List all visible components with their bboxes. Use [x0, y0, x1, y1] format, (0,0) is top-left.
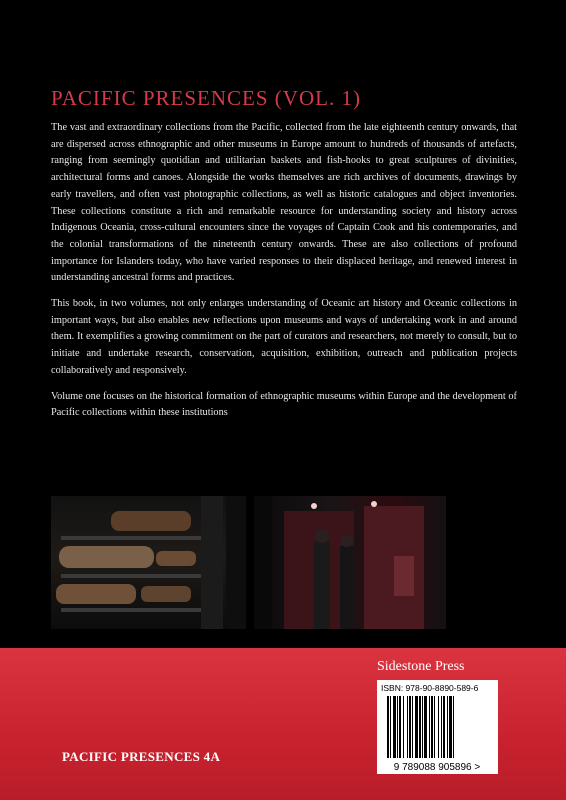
barcode-bar — [434, 696, 435, 758]
barcode-bar — [390, 696, 391, 758]
barcode-bar — [429, 696, 430, 758]
barcode-bar — [424, 696, 427, 758]
barcode-bar — [393, 696, 396, 758]
barcode-bar — [441, 696, 442, 758]
barcode-bar — [412, 696, 413, 758]
barcode-bar — [447, 696, 448, 758]
isbn-text: ISBN: 978-90-8890-589-6 — [381, 683, 479, 693]
publisher-name: Sidestone Press — [377, 659, 465, 674]
barcode-bar — [422, 696, 423, 758]
barcode-bar — [397, 696, 398, 758]
barcode-bar — [449, 696, 452, 758]
barcode-bar — [419, 696, 421, 758]
blurb — [51, 120, 517, 431]
blurb-paragraph-3: Volume one focuses on the historical formation of ethnographic museums within Europe and the development of Pacific collections within these institutions — [51, 390, 517, 419]
barcode-bar — [415, 696, 418, 758]
museum-storage-photo — [51, 496, 246, 629]
barcode-label — [377, 680, 498, 774]
barcode-bar — [453, 696, 454, 758]
series-label: PACIFIC PRESENCES 4A — [62, 749, 221, 764]
barcode-bar — [443, 696, 445, 758]
barcode-bar — [431, 696, 433, 758]
barcode-bar — [399, 696, 401, 758]
barcode-bar — [409, 696, 411, 758]
museum-gallery-photo — [254, 496, 446, 629]
blurb-paragraph-1: The vast and extraordinary collections from the Pacific, collected from the late eighteenth century onwards, that are dispersed across ethnographic and other museums in Europe amount to hundreds of thousands of artefacts, ranging from seemingly quotidian and utilitarian baskets and fish-hooks to great sculptures of divinities, architectural forms and canoes. Alongside the works themselves are rich archives of documents, drawings by early travellers, and often vast photographic collections, as well as historic catalogues and object inventories. These collections constitute a rich and remarkable resource for understanding society and history across Indigenous Oceania, cross-cultural encounters since the voyages of Captain Cook and his contemporaries, and the colonial transformations of the nineteenth century onwards. These are also collections of profound importance for Islanders today, who have varied responses to their displaced heritage, and renewed interest in understanding ancestral forms and practices. — [51, 122, 517, 284]
barcode-bar — [387, 696, 389, 758]
barcode-bar — [403, 696, 404, 758]
barcode — [379, 694, 496, 772]
blurb-paragraph-2: This book, in two volumes, not only enlarges understanding of Oceanic art history and Oceanic collections in important ways, but also enables new reflections upon museums and ways of undertaking work in and around them. It exemplifies a growing commitment on the part of curators and researchers, not merely to consult, but to initiate and undertake research, conservation, acquisition, exhibition, outreach and publication projects collaboratively and responsively. — [51, 298, 517, 376]
barcode-bar — [438, 696, 439, 758]
barcode-digits: 9 789088 905896 > — [393, 762, 481, 772]
barcode-bar — [407, 696, 408, 758]
book-title: PACIFIC PRESENCES (VOL. 1) — [51, 86, 361, 110]
